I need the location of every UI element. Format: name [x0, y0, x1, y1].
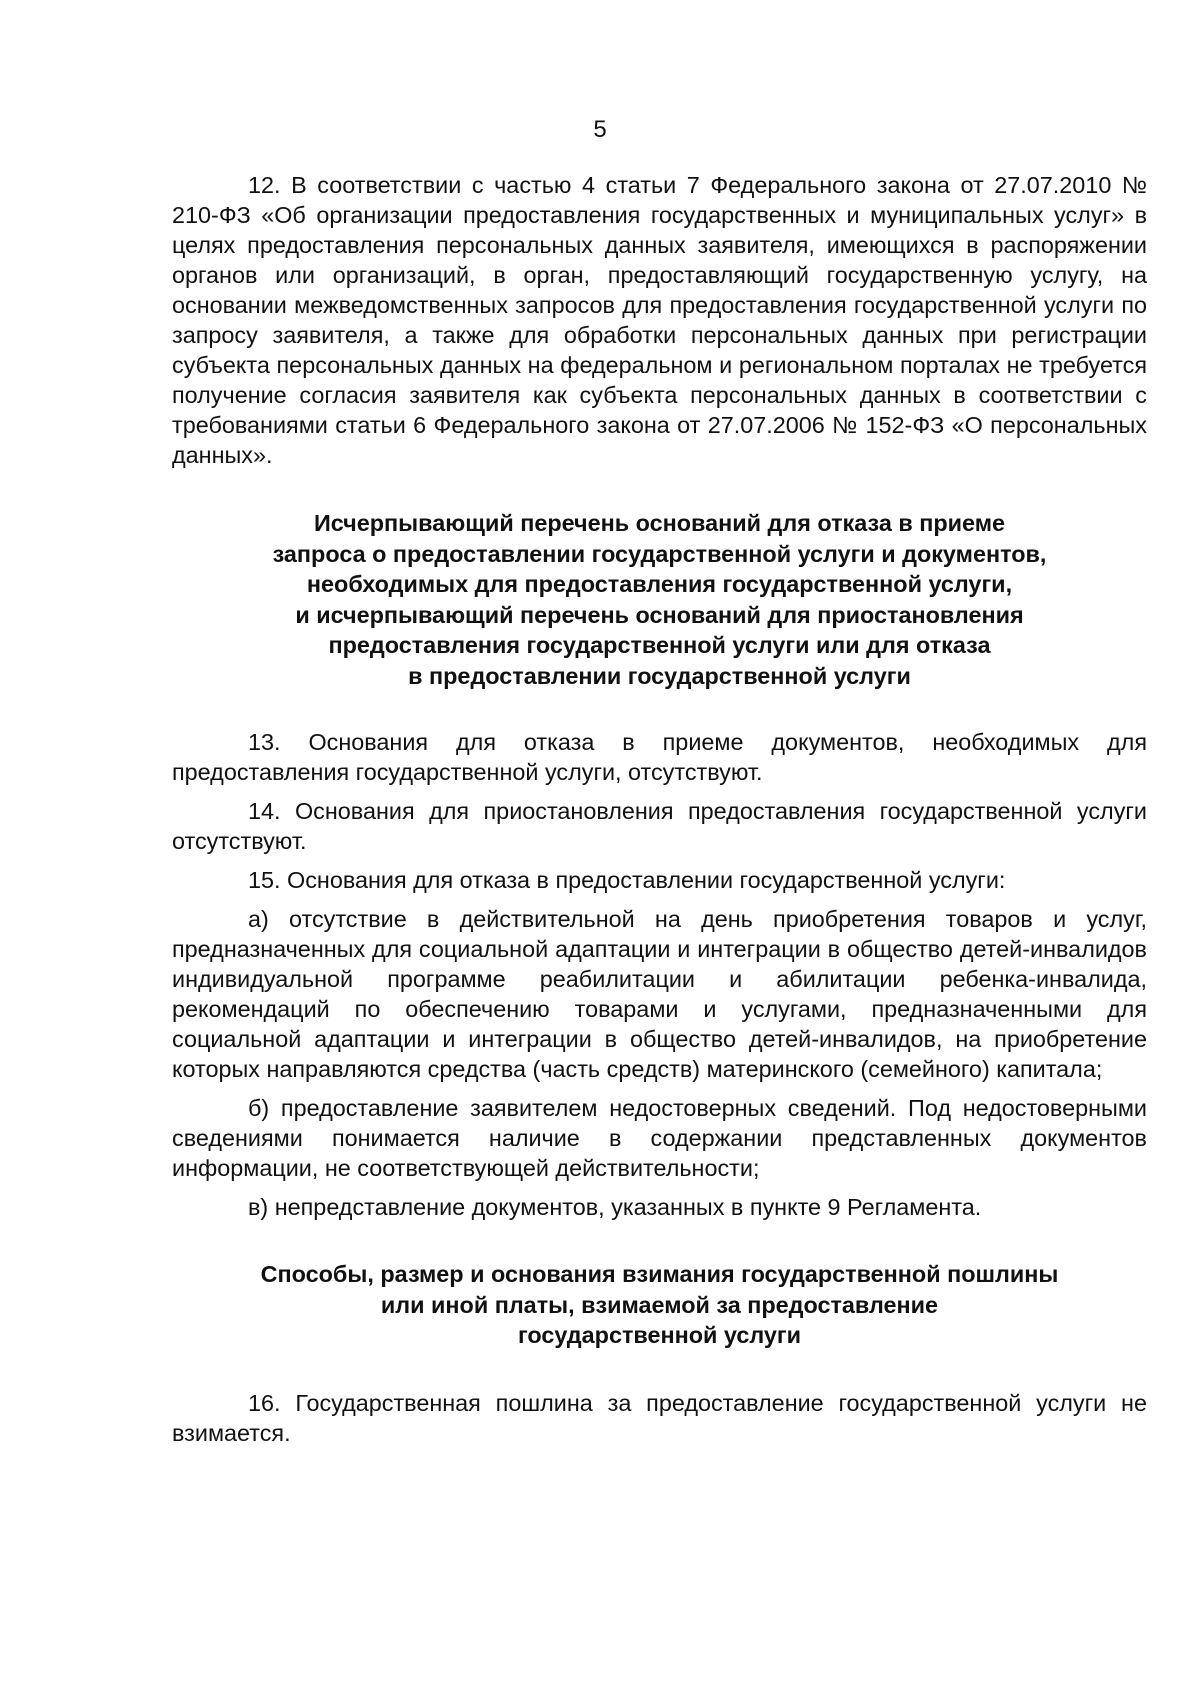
paragraph-15-v: в) непредставление документов, указанных в пункте 9 Регламента. — [248, 1194, 982, 1220]
heading-line: необходимых для предоставления государственной услуги, — [306, 571, 1013, 597]
paragraph-13: 13. Основания для отказа в приеме документов, необходимых для предоставления государственной услуги, отсутствуют. — [172, 729, 1147, 785]
heading-line: запроса о предоставлении государственной услуги и документов, — [272, 540, 1047, 567]
heading-line: или иной платы, взимаемой за предоставление — [380, 1291, 939, 1318]
heading-line: Исчерпывающий перечень оснований для отказа в приеме — [313, 510, 1006, 536]
paragraph-16: 16. Государственная пошлина за предоставление государственной услуги не взимается. — [172, 1389, 1147, 1446]
section-heading-state-fee — [172, 1259, 1147, 1351]
heading-line: государственной услуги — [517, 1322, 802, 1348]
paragraph-15: 15. Основания для отказа в предоставлении государственной услуги: — [248, 867, 1006, 893]
paragraph-15-b: б) предоставление заявителем недостоверных сведений. Под недостоверными сведениями понимается наличие в содержании представленных документов информации, не соответствующей действительности; — [172, 1095, 1147, 1181]
paragraph-15-a: а) отсутствие в действительной на день приобретения товаров и услуг, предназначенных для социальной адаптации и интеграции в общество детей-инвалидов индивидуальной программе реабилитации и абилитации ребенка-инвалида, рекомендаций по обеспечению товарами и услугами, предназначенными для социальной адаптации и интеграции в общество детей-инвалидов, на приобретение которых направляются средства (часть средств) материнского (семейного) капитала; — [172, 906, 1147, 1082]
heading-line: предоставления государственной услуги или для отказа — [328, 632, 991, 658]
page-number: 5 — [593, 116, 607, 143]
document-body — [172, 170, 1147, 1457]
heading-line: и исчерпывающий перечень оснований для приостановления — [295, 601, 1024, 628]
paragraph-14: 14. Основания для приостановления предоставления государственной услуги отсутствуют. — [172, 798, 1147, 854]
heading-line: Способы, размер и основания взимания государственной пошлины — [260, 1261, 1059, 1287]
section-heading-refusal-grounds — [172, 508, 1147, 691]
paragraph-12: 12. В соответствии с частью 4 статьи 7 Федерального закона от 27.07.2010 № 210-ФЗ «Об организации предоставления государственных и муниципальных услуг» в целях предоставления персональных данных заявителя, имеющихся в распоряжении органов или организаций, в орган, предоставляющий государственную услугу, на основании межведомственных запросов для предоставления государственной услуги по запросу заявителя, а также для обработки персональных данных при регистрации субъекта персональных данных на федеральном и региональном порталах не требуется получение согласия заявителя как субъекта персональных данных в соответствии с требованиями статьи 6 Федерального закона от 27.07.2006 № 152-ФЗ «О персональных данных». — [172, 172, 1147, 468]
heading-line: в предоставлении государственной услуги — [408, 662, 911, 689]
